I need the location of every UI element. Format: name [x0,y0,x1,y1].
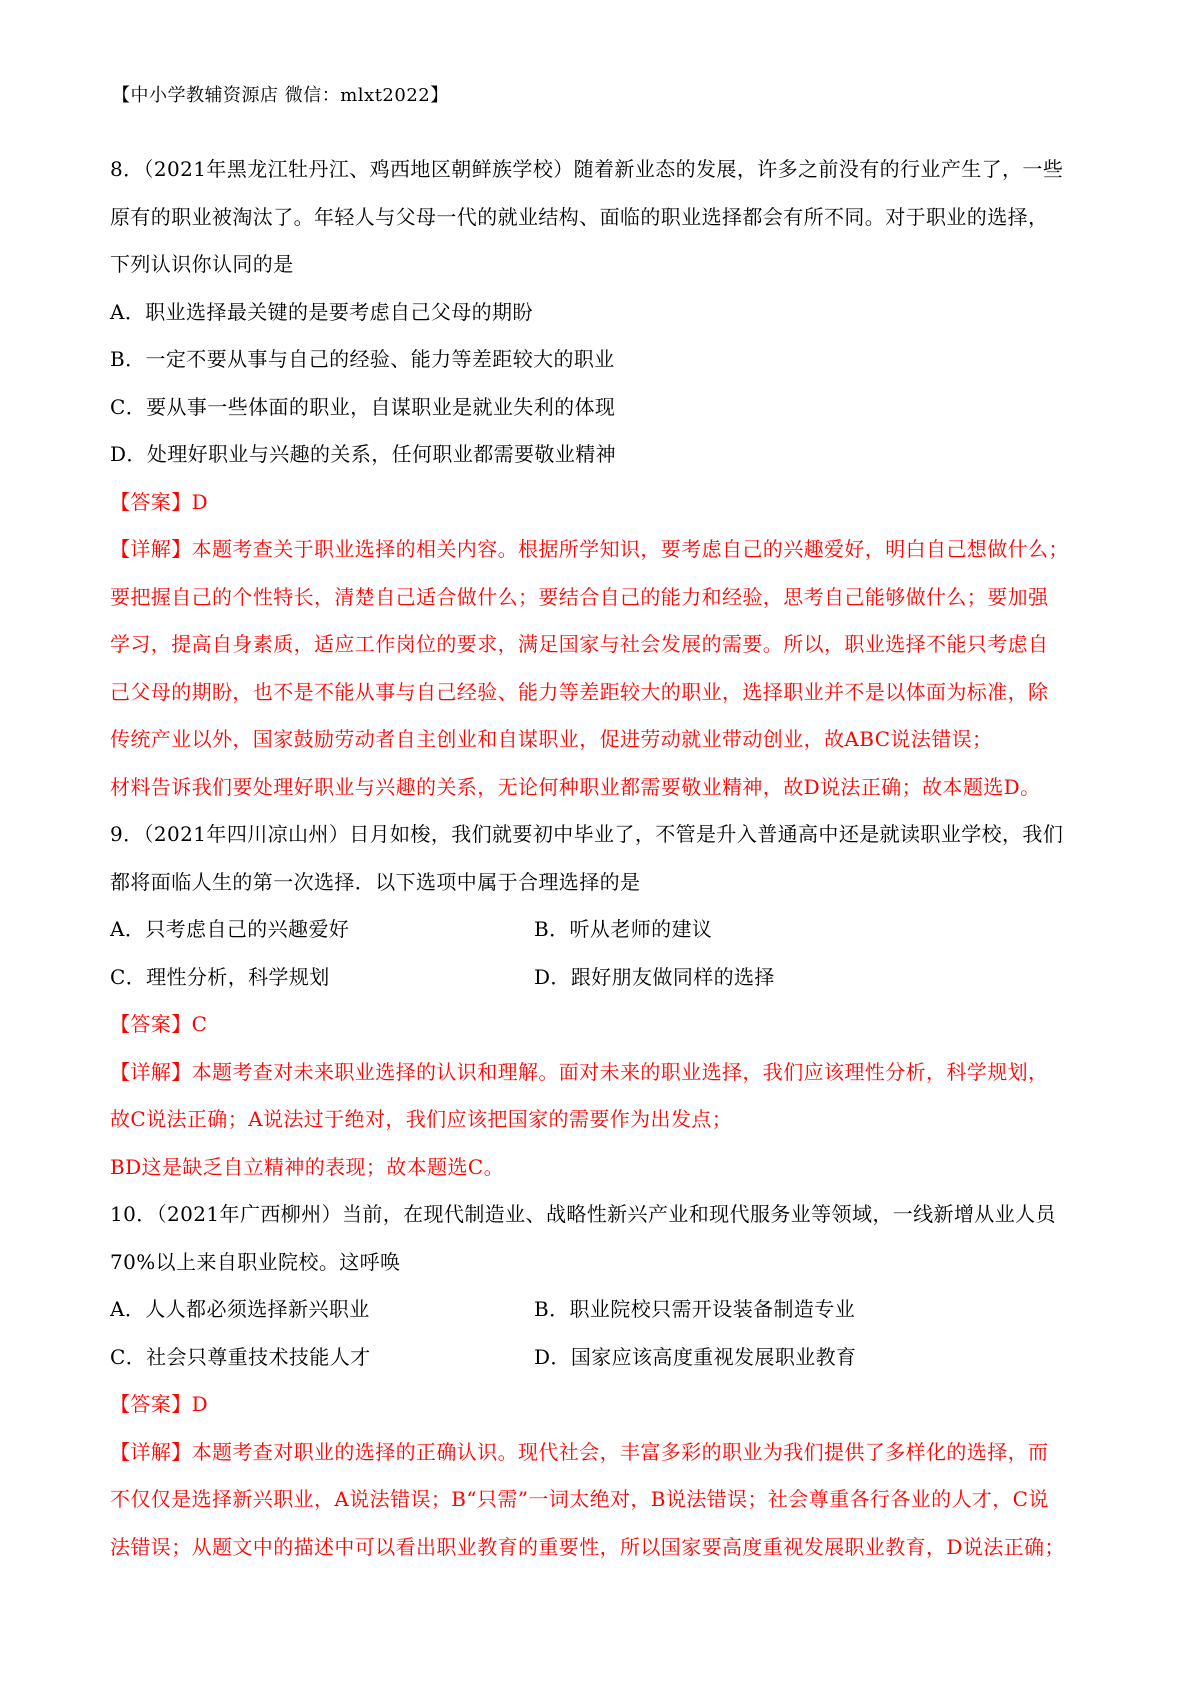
option-c: C．理性分析，科学规划 [110,964,330,989]
explanation-line: 己父母的期盼，也不是不能从事与自己经验、能力等差距较大的职业，选择职业并不是以体面为标准，除 [110,679,1049,704]
options-row [110,1334,1110,1382]
question-stem-line: 原有的职业被淘汰了。年轻人与父母一代的就业结构、面临的职业选择都会有所不同。对于职业的选择， [110,204,1049,229]
option-a: A．职业选择最关键的是要考虑自己父母的期盼 [110,299,533,324]
option-b: B．一定不要从事与自己的经验、能力等差距较大的职业 [110,347,615,371]
question-stem-line: 9．（2021年四川凉山州）日月如梭，我们就要初中毕业了，不管是升入普通高中还是就读职业学校，我们 [110,822,1064,846]
explanation-line: 要把握自己的个性特长，清楚自己适合做什么；要结合自己的能力和经验，思考自己能够做什么；要加强 [110,584,1049,609]
question-stem-line: 8．（2021年黑龙江牡丹江、鸡西地区朝鲜族学校）随着新业态的发展，许多之前没有的行业产生了，一些 [110,157,1064,181]
question-stem-line: 10．（2021年广西柳州）当前，在现代制造业、战略性新兴产业和现代服务业等领域，一线新增从业人员 [110,1202,1056,1226]
answer-label: 【答案】D [110,1392,209,1416]
explanation-line: 不仅仅是选择新兴职业，A说法错误；B“只需”一词太绝对，B说法错误；社会尊重各行各业的人才，C说 [110,1487,1049,1511]
question-9 [110,811,1110,1191]
option-a: A．人人都必须选择新兴职业 [110,1297,370,1321]
option-d: D．处理好职业与兴趣的关系，任何职业都需要敬业精神 [110,442,617,466]
explanation-line: 学习，提高自身素质，适应工作岗位的要求，满足国家与社会发展的需要。所以，职业选择不能只考虑自 [110,632,1049,656]
option-c: C．要从事一些体面的职业，自谋职业是就业失利的体现 [110,394,616,419]
document-body [110,146,1110,1571]
option-a: A．只考虑自己的兴趣爱好 [110,917,350,941]
explanation-line: 法错误；从题文中的描述中可以看出职业教育的重要性，所以国家要高度重视发展职业教育，D说法正确； [110,1534,1065,1559]
page-header: 【中小学教辅资源店 微信：mlxt2022】 [112,85,449,106]
option-b: B．职业院校只需开设装备制造专业 [534,1297,856,1321]
options-row [110,1286,1110,1334]
option-c: C．社会只尊重技术技能人才 [110,1344,371,1369]
answer-label: 【答案】D [110,489,209,514]
option-d: D．跟好朋友做同样的选择 [534,964,775,989]
options-row [110,906,1110,954]
explanation-line: 【详解】本题考查对未来职业选择的认识和理解。面对未来的职业选择，我们应该理性分析，科学规划， [110,1059,1049,1084]
question-8 [110,146,1110,811]
explanation-line: 故C说法正确；A说法过于绝对，我们应该把国家的需要作为出发点； [110,1107,733,1131]
option-d: D．国家应该高度重视发展职业教育 [534,1344,857,1369]
options-row [110,954,1110,1002]
explanation-line: 材料告诉我们要处理好职业与兴趣的关系，无论何种职业都需要敬业精神，故D说法正确；故本题选D。 [110,774,1041,799]
explanation-line: 【详解】本题考查关于职业选择的相关内容。根据所学知识，要考虑自己的兴趣爱好，明白自己想做什么； [110,537,1069,561]
question-stem-line: 都将面临人生的第一次选择．以下选项中属于合理选择的是 [110,869,641,894]
option-b: B．听从老师的建议 [534,917,713,941]
explanation-line: BD这是缺乏自立精神的表现；故本题选C。 [110,1154,505,1179]
explanation-line: 传统产业以外，国家鼓励劳动者自主创业和自谋职业，促进劳动就业带动创业，故ABC说法错误； [110,727,993,751]
question-10 [110,1191,1110,1571]
question-stem-line: 70%以上来自职业院校。这呼唤 [110,1249,401,1274]
answer-label: 【答案】C [110,1012,208,1036]
explanation-line: 【详解】本题考查对职业的选择的正确认识。现代社会，丰富多彩的职业为我们提供了多样化的选择，而 [110,1439,1049,1464]
question-stem-line: 下列认识你认同的是 [110,252,294,276]
